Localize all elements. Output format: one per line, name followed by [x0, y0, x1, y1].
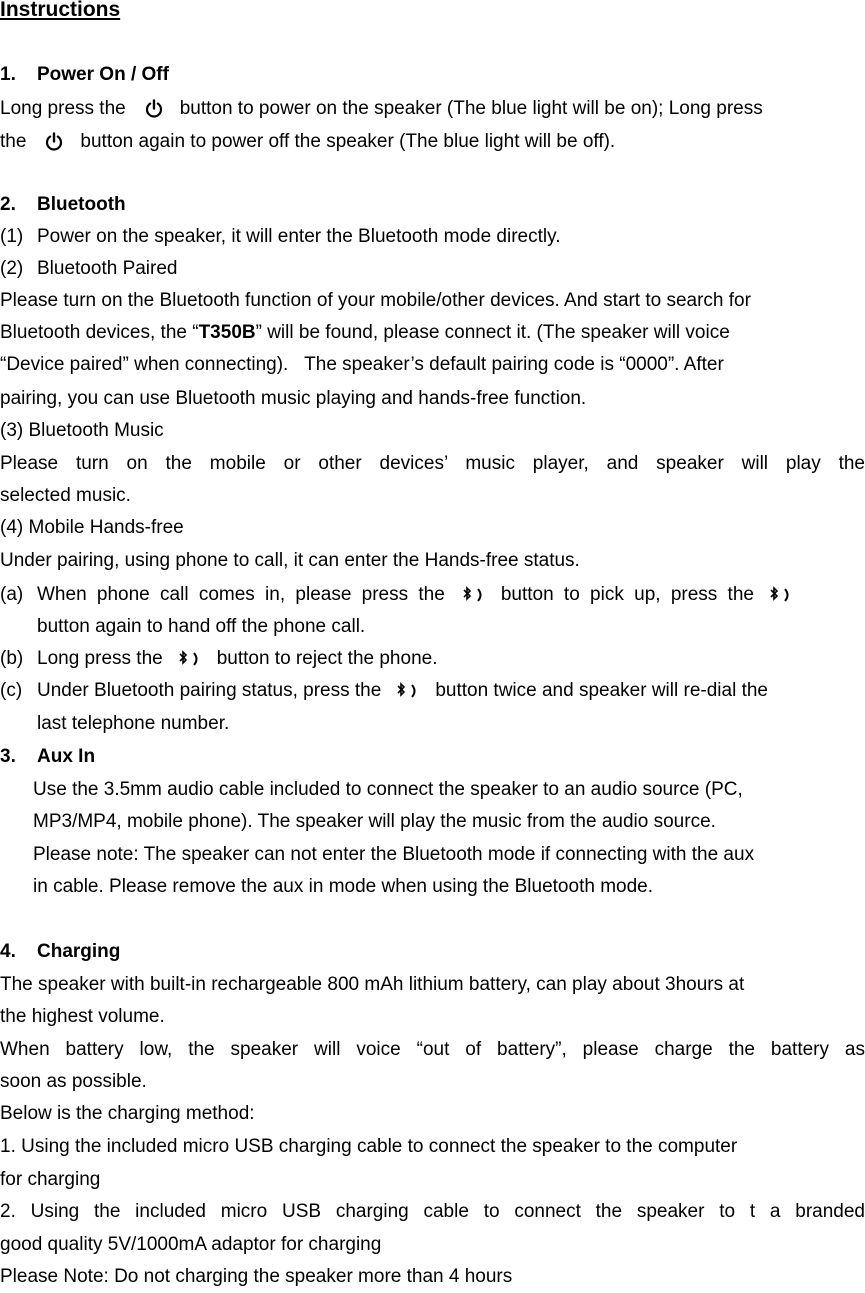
step-text: Bluetooth Paired: [37, 258, 178, 279]
section-4-heading: [0, 936, 865, 968]
section-1-line-1: [0, 93, 865, 125]
section-number: 1.: [0, 64, 16, 85]
text-fragment: button twice and speaker will re-dial the: [435, 680, 768, 701]
text-fragment: the: [0, 131, 27, 152]
section-title: Power On / Off: [37, 64, 169, 85]
section-1-heading: [0, 59, 865, 91]
bluetooth-call-icon: [768, 586, 794, 604]
section-2-heading: [0, 189, 865, 221]
text-fragment: MP3/MP4, mobile phone). The speaker will play the music from the audio source.: [33, 811, 716, 832]
step-number: (1): [0, 226, 24, 247]
charging-method-1-cont: for charging: [0, 1169, 101, 1190]
music-paragraph-line: Please turn on the mobile or other devices’ music player, and speaker will play the: [0, 453, 865, 474]
item-label: (a): [0, 584, 24, 605]
text-fragment: Long press the: [0, 98, 126, 119]
section-1-line-2: [0, 126, 865, 158]
paired-paragraph-line: [0, 317, 865, 349]
model-name: T350B: [198, 322, 256, 343]
bluetooth-step-1: [0, 221, 865, 253]
text-fragment: button to pick up, press the: [500, 584, 754, 605]
paired-paragraph-line: Please turn on the Bluetooth function of your mobile/other devices. And start to search for: [0, 290, 751, 311]
paired-paragraph-line: “Device paired” when connecting). The speaker’s default pairing code is “0000”. After: [0, 354, 724, 375]
hands-free-item-b: [0, 643, 865, 675]
text-fragment: last telephone number.: [37, 713, 230, 734]
text-fragment: button to reject the phone.: [216, 648, 438, 669]
hands-free-paragraph: Under pairing, using phone to call, it can enter the Hands-free status.: [0, 550, 580, 571]
section-number: 3.: [0, 746, 16, 767]
bluetooth-step-2: [0, 253, 865, 285]
section-title: Charging: [37, 941, 121, 962]
hands-free-item-a-cont: [0, 611, 865, 643]
aux-paragraph-line: [0, 839, 865, 871]
hands-free-item-a: [0, 579, 865, 611]
text-fragment: Long press the: [37, 648, 163, 669]
page-title: Instructions: [0, 0, 121, 21]
charging-line: the highest volume.: [0, 1006, 165, 1027]
text-fragment: Under Bluetooth pairing status, press the: [37, 680, 382, 701]
text-fragment: button again to power off the speaker (The blue light will be off).: [80, 131, 616, 152]
charging-note: Please Note: Do not charging the speaker more than 4 hours: [0, 1266, 513, 1287]
text-fragment: in cable. Please remove the aux in mode when using the Bluetooth mode.: [33, 876, 653, 897]
charging-method-2-cont: good quality 5V/1000mA adaptor for charging: [0, 1234, 382, 1255]
text-fragment: button again to hand off the phone call.: [37, 616, 366, 637]
hands-free-item-c: [0, 675, 865, 707]
text-fragment: button to power on the speaker (The blue light will be on); Long press: [179, 98, 763, 119]
text-fragment: Please note: The speaker can not enter the Bluetooth mode if connecting with the aux: [33, 844, 755, 865]
aux-paragraph-line: [0, 871, 865, 903]
power-icon: [144, 99, 164, 119]
aux-paragraph-line: [0, 806, 865, 838]
bluetooth-call-icon: [177, 650, 203, 668]
step-text: Power on the speaker, it will enter the Bluetooth mode directly.: [37, 226, 561, 247]
section-title: Bluetooth: [37, 194, 126, 215]
hands-free-heading: (4) Mobile Hands-free: [0, 517, 184, 538]
item-label: (c): [0, 680, 23, 701]
bluetooth-music-heading: (3) Bluetooth Music: [0, 420, 164, 441]
step-number: (2): [0, 258, 24, 279]
bluetooth-call-icon: [395, 682, 421, 700]
section-number: 2.: [0, 194, 16, 215]
section-3-heading: [0, 741, 865, 773]
text-fragment: Use the 3.5mm audio cable included to connect the speaker to an audio source (PC,: [33, 779, 743, 800]
charging-method-2: 2. Using the included micro USB charging cable to connect the speaker to t a branded: [0, 1201, 865, 1222]
item-label: (b): [0, 648, 24, 669]
charging-line: soon as possible.: [0, 1071, 147, 1092]
bluetooth-call-icon: [461, 586, 487, 604]
charging-method-1: 1. Using the included micro USB charging cable to connect the speaker to the computer: [0, 1136, 738, 1157]
paired-paragraph-line: pairing, you can use Bluetooth music playing and hands-free function.: [0, 388, 587, 409]
charging-line: Below is the charging method:: [0, 1103, 255, 1124]
section-title: Aux In: [37, 746, 96, 767]
hands-free-item-c-cont: [0, 708, 865, 740]
charging-line: The speaker with built-in rechargeable 800 mAh lithium battery, can play about 3hours at: [0, 974, 745, 995]
aux-paragraph-line: [0, 774, 865, 806]
power-icon: [44, 132, 64, 152]
charging-line: When battery low, the speaker will voice “out of battery”, please charge the battery as: [0, 1039, 865, 1060]
text-fragment: ” will be found, please connect it. (The speaker will voice: [255, 322, 730, 343]
music-paragraph-line: selected music.: [0, 485, 131, 506]
text-fragment: When phone call comes in, please press the: [37, 584, 445, 605]
text-fragment: Bluetooth devices, the “: [0, 322, 199, 343]
section-number: 4.: [0, 941, 16, 962]
